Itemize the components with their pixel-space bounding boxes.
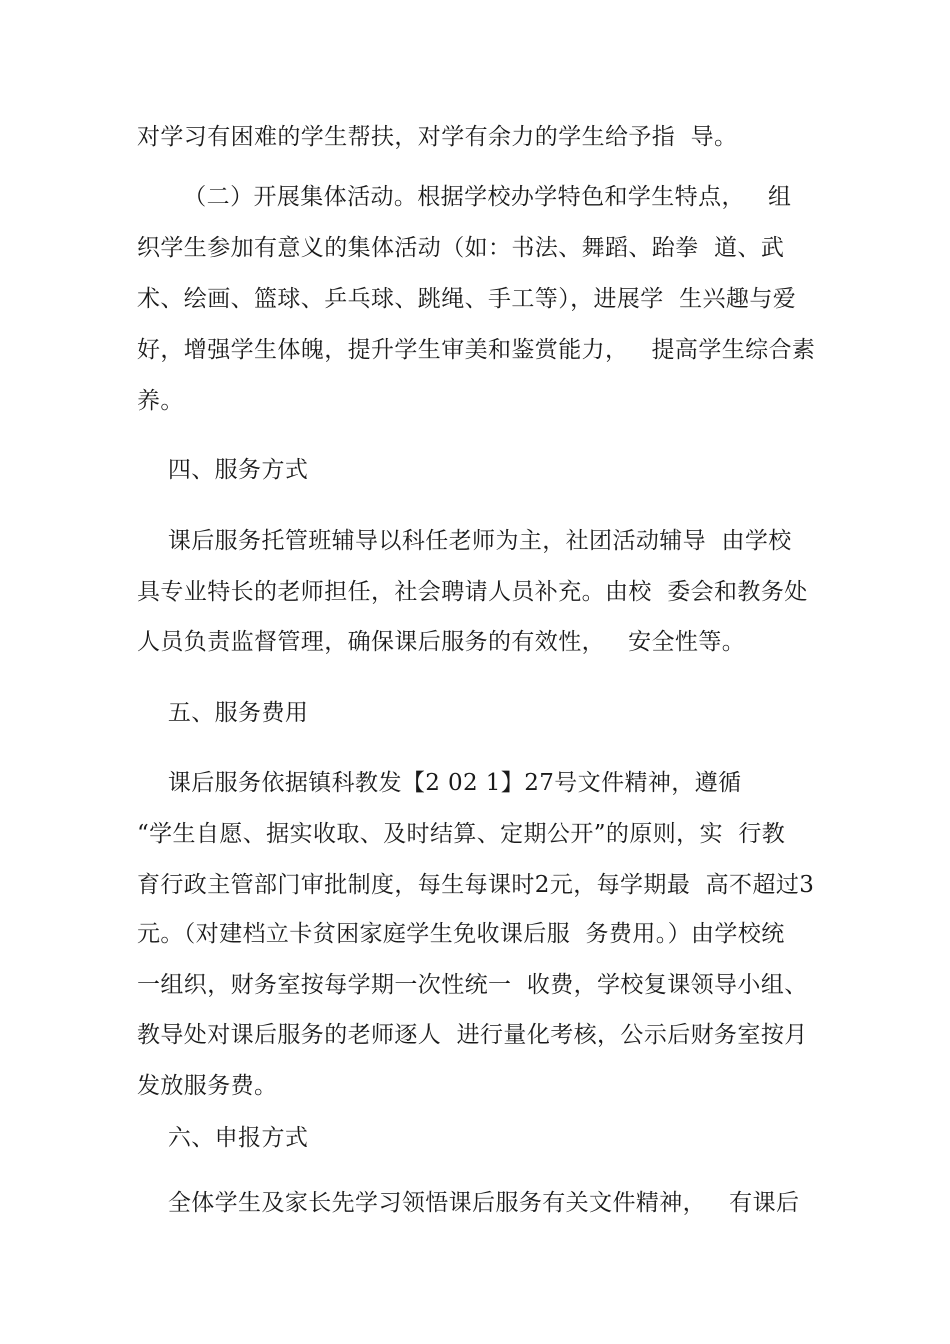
text-line: 养。 xyxy=(137,388,184,414)
text-line: 好，增强学生体魄，提升学生审美和鉴赏能力， 提高学生综合素 xyxy=(137,337,816,363)
text-line: “学生自愿、据实收取、及时结算、定期公开”的原则，实 行教 xyxy=(137,821,786,847)
text-line: （二）开展集体活动。根据学校办学特色和学生特点， 组 xyxy=(137,184,792,210)
text-line: 教导处对课后服务的老师逐人 进行量化考核，公示后财务室按月 xyxy=(137,1022,808,1048)
text-line: 术、绘画、篮球、乒乓球、跳绳、手工等），进展学 生兴趣与爱 xyxy=(137,286,797,312)
section-heading: 五、服务费用 xyxy=(137,700,309,726)
text-line: 具专业特长的老师担任，社会聘请人员补充。由校 委会和教务处 xyxy=(137,579,808,605)
text-line: 全体学生及家长先学习领悟课后服务有关文件精神， 有课后 xyxy=(137,1190,800,1216)
text-line: 元。（对建档立卡贫困家庭学生免收课后服 务费用。）由学校统 xyxy=(137,921,785,947)
text-line: 课后服务托管班辅导以科任老师为主，社团活动辅导 由学校 xyxy=(137,528,792,554)
text-line: 一组织，财务室按每学期一次性统一 收费，学校复课领导小组、 xyxy=(137,972,808,998)
text-line: 对学习有困难的学生帮扶，对学有余力的学生给予指 导。 xyxy=(137,124,738,150)
text-line: 课后服务依据镇科教发【2 02 1】27号文件精神，遵循 xyxy=(137,770,742,796)
text-line: 人员负责监督管理，确保课后服务的有效性， 安全性等。 xyxy=(137,629,746,655)
text-line: 织学生参加有意义的集体活动（如：书法、舞蹈、跆拳 道、武 xyxy=(137,235,785,261)
section-heading: 六、申报方式 xyxy=(137,1125,309,1151)
section-heading: 四、服务方式 xyxy=(137,457,309,483)
text-line: 育行政主管部门审批制度，每生每课时2元，每学期最 高不超过3 xyxy=(137,872,815,898)
text-line: 发放服务费。 xyxy=(137,1073,278,1099)
